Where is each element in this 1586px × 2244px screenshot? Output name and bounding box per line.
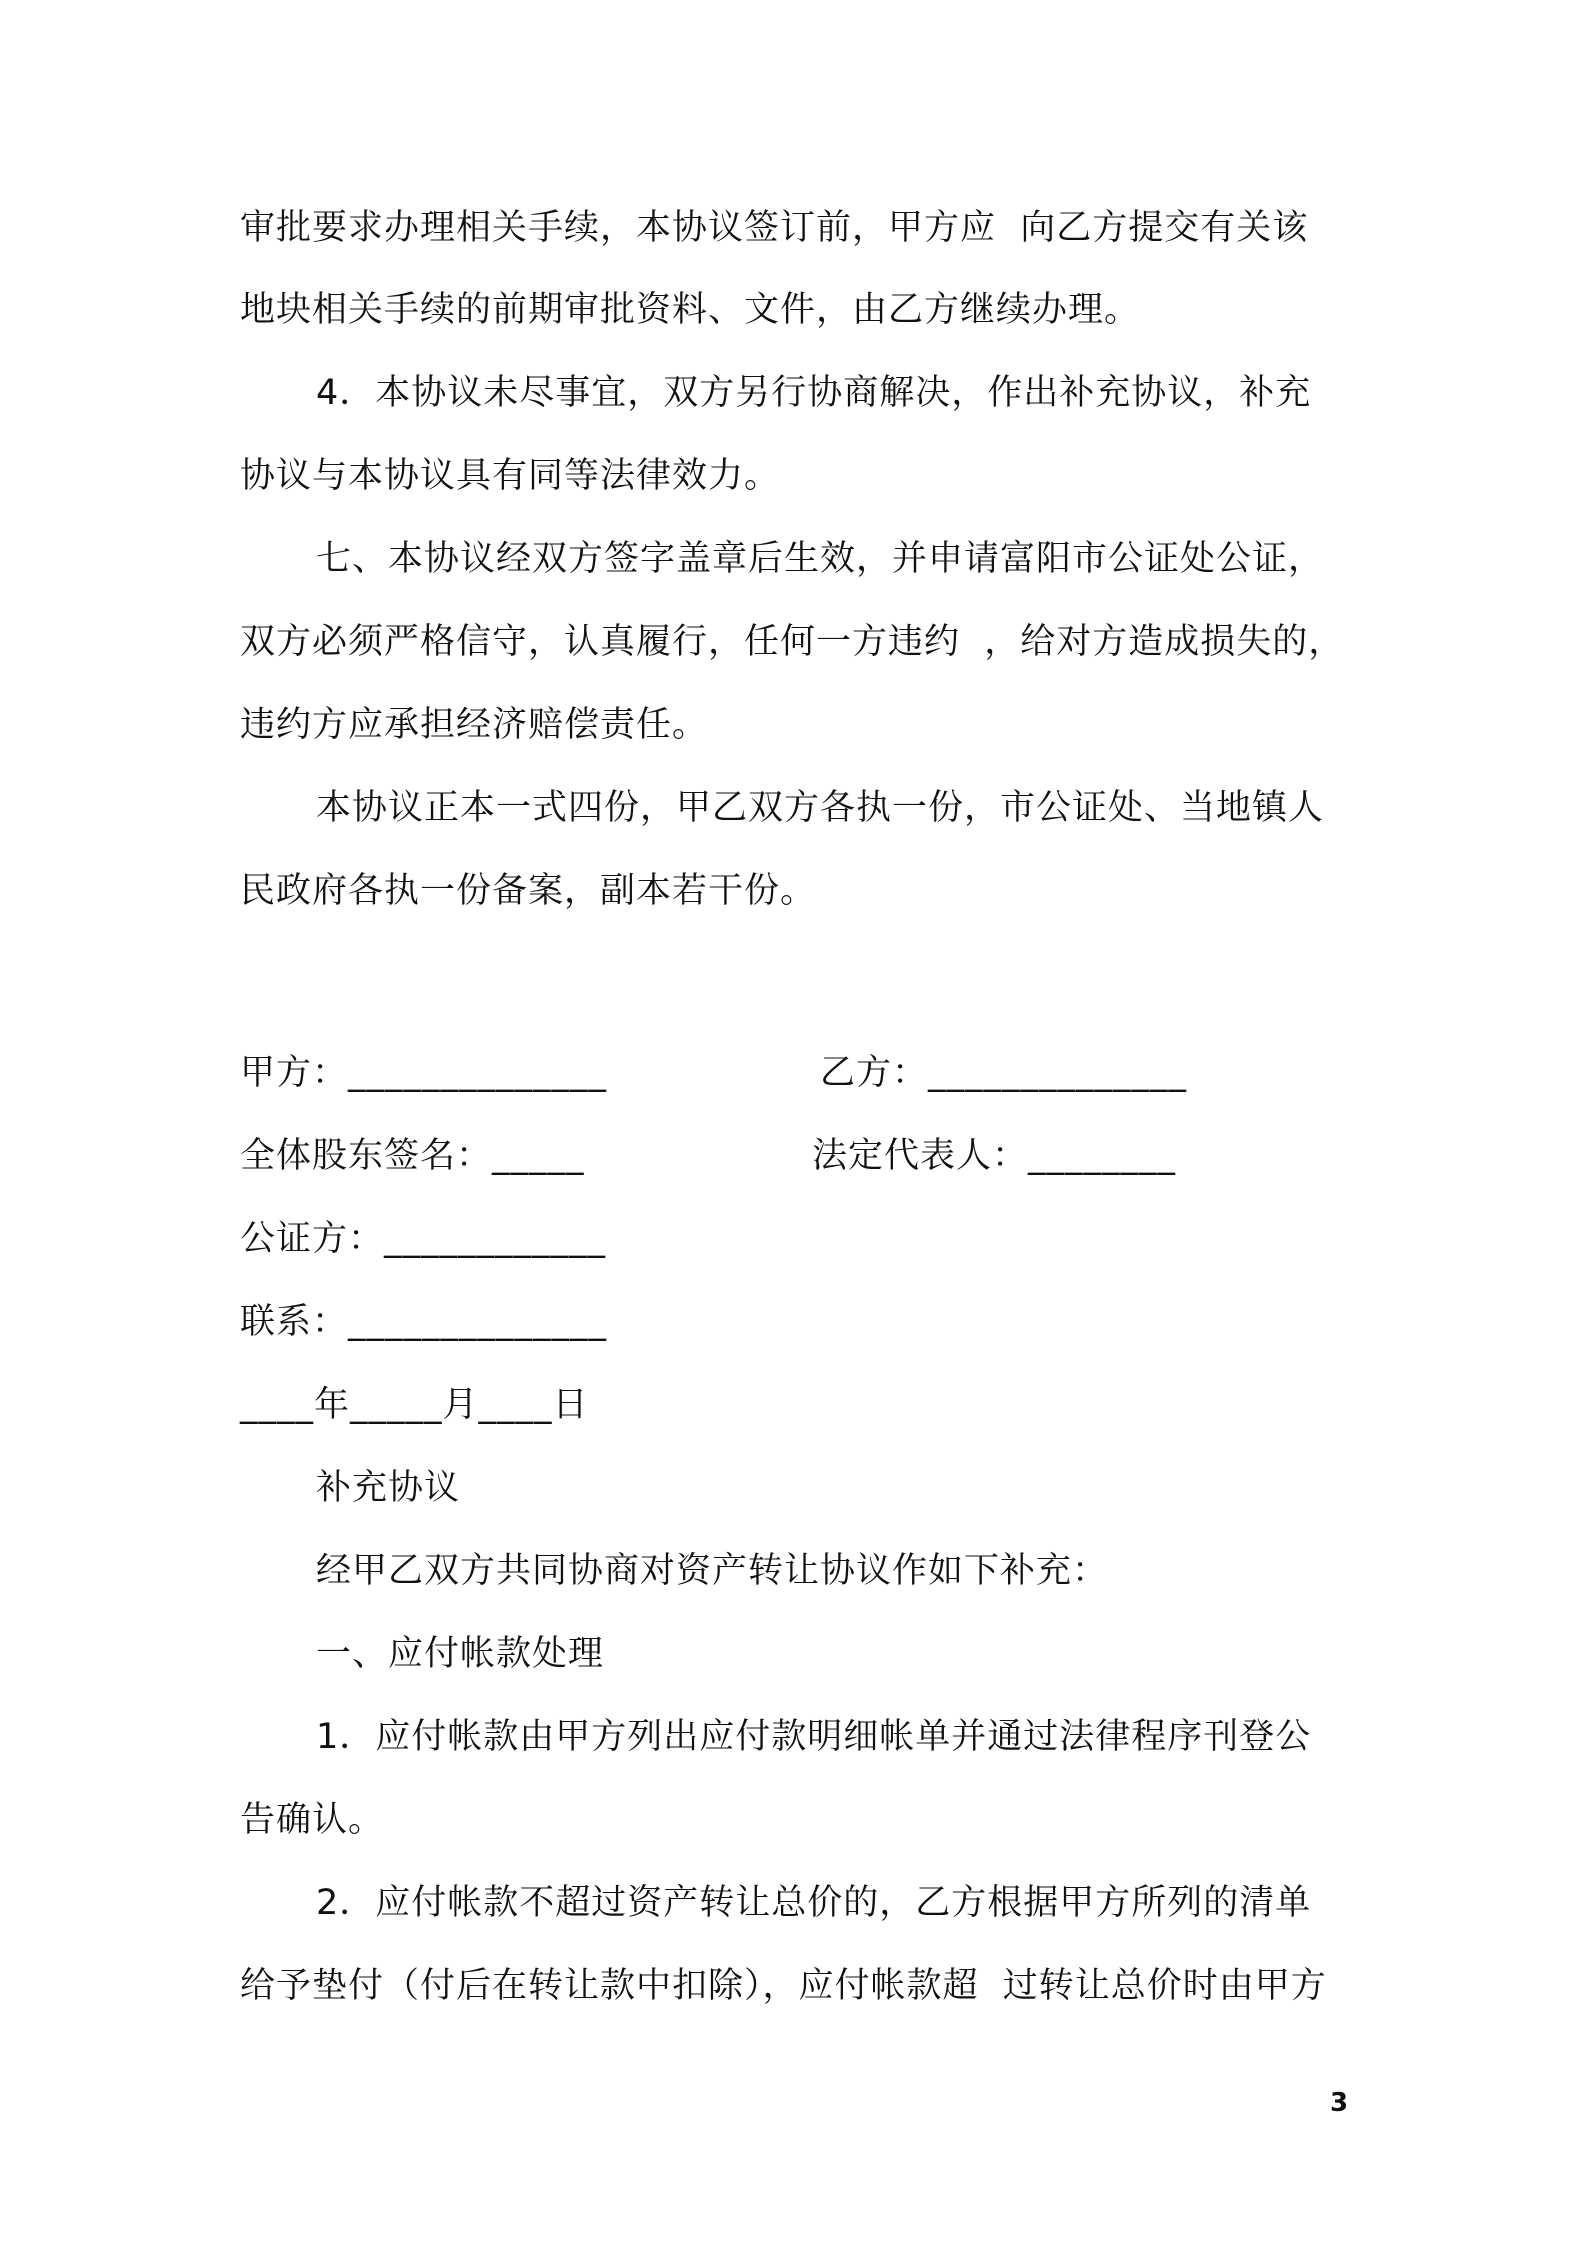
party-a-signature-line: 甲方：______________ [240, 1053, 608, 1093]
notary-line: 公证方：____________ [240, 1219, 607, 1259]
paragraph-line: 审批要求办理相关手续，本协议签订前，甲方应 向乙方提交有关该 [240, 208, 1309, 248]
paragraph-line: 4．本协议未尽事宜，双方另行协商解决，作出补充协议，补充 [316, 373, 1312, 413]
supplement-intro: 经甲乙双方共同协商对资产转让协议作如下补充： [316, 1551, 1109, 1591]
paragraph-line: 七、本协议经双方签字盖章后生效，并申请富阳市公证处公证， [316, 539, 1325, 579]
paragraph-line: 违约方应承担经济赔偿责任。 [240, 705, 709, 745]
party-b-signature-line: 乙方：______________ [820, 1053, 1188, 1093]
page-number: 3 [1330, 2088, 1349, 2118]
paragraph-line: 2．应付帐款不超过资产转让总价的，乙方根据甲方所列的清单 [316, 1883, 1312, 1923]
supplement-title: 补充协议 [316, 1468, 461, 1508]
paragraph-line: 给予垫付（付后在转让款中扣除），应付帐款超 过转让总价时由甲方 [240, 1966, 1327, 2006]
paragraph-line: 协议与本协议具有同等法律效力。 [240, 456, 781, 496]
paragraph-line: 双方必须严格信守，认真履行，任何一方违约 ，给对方造成损失的， [240, 622, 1345, 662]
paragraph-line: 民政府各执一份备案，副本若干份。 [240, 871, 817, 911]
section-heading: 一、应付帐款处理 [316, 1634, 605, 1674]
date-line: ____年_____月____日 [240, 1385, 589, 1425]
contact-line: 联系：______________ [240, 1302, 608, 1342]
shareholders-signature-line: 全体股东签名：_____ [240, 1136, 585, 1176]
paragraph-line: 1．应付帐款由甲方列出应付款明细帐单并通过法律程序刊登公 [316, 1717, 1312, 1757]
paragraph-line: 告确认。 [240, 1800, 385, 1840]
paragraph-line: 本协议正本一式四份，甲乙双方各执一份，市公证处、当地镇人 [316, 788, 1325, 828]
paragraph-line: 地块相关手续的前期审批资料、文件，由乙方继续办理。 [240, 290, 1141, 330]
legal-representative-line: 法定代表人：________ [812, 1136, 1177, 1176]
